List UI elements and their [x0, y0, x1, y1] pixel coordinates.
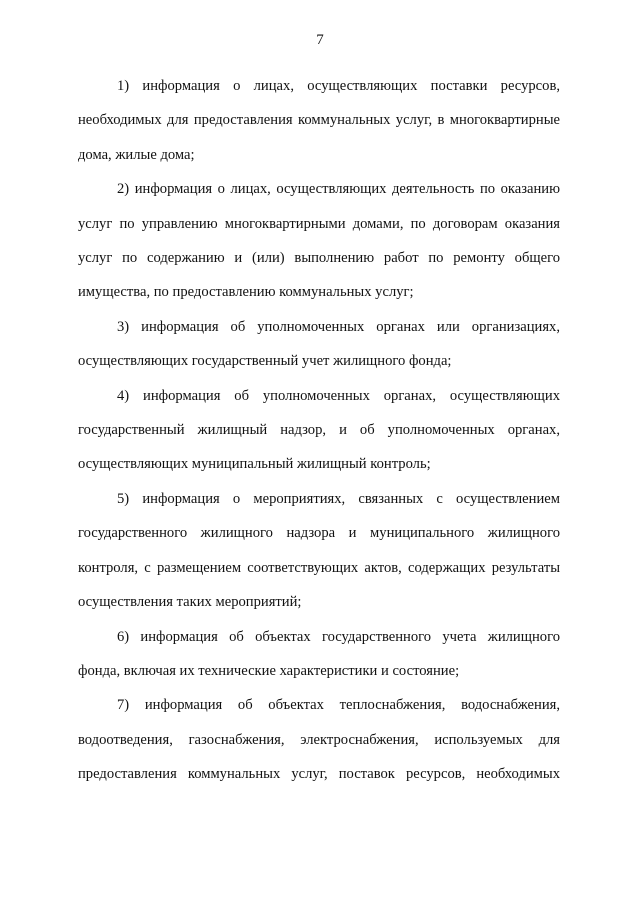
page-number: 7 — [316, 32, 324, 48]
document-body — [78, 69, 560, 792]
paragraph-2: 2) информация о лицах, осуществляющих деятельность по оказанию услуг по управлению многоквартирными домами, по договорам оказания услуг по содержанию и (или) выполнению работ по ремонту общего имущества, по предоставлению коммунальных услуг; — [78, 181, 560, 301]
paragraph-3: 3) информация об уполномоченных органах или организациях, осуществляющих государственный учет жилищного фонда; — [78, 318, 560, 370]
paragraph-6: 6) информация об объектах государственного учета жилищного фонда, включая их технические характеристики и состояние; — [78, 628, 560, 679]
paragraph-1: 1) информация о лицах, осуществляющих поставки ресурсов, необходимых для предоставления коммунальных услуг, в многоквартирные дома, жилые дома; — [78, 78, 560, 163]
paragraph-5: 5) информация о мероприятиях, связанных с осуществлением государственного жилищного надзора и муниципального жилищного контроля, с размещением соответствующих актов, содержащих результаты осуществления таких мероприятий; — [78, 490, 560, 611]
paragraph-7: 7) информация об объектах теплоснабжения, водоснабжения, водоотведения, газоснабжения, электроснабжения, используемых для предоставления коммунальных услуг, поставок ресурсов, необходимых — [78, 697, 560, 783]
paragraph-4: 4) информация об уполномоченных органах, осуществляющих государственный жилищный надзор, и об уполномоченных органах, осуществляющих муниципальный жилищный контроль; — [78, 387, 560, 473]
